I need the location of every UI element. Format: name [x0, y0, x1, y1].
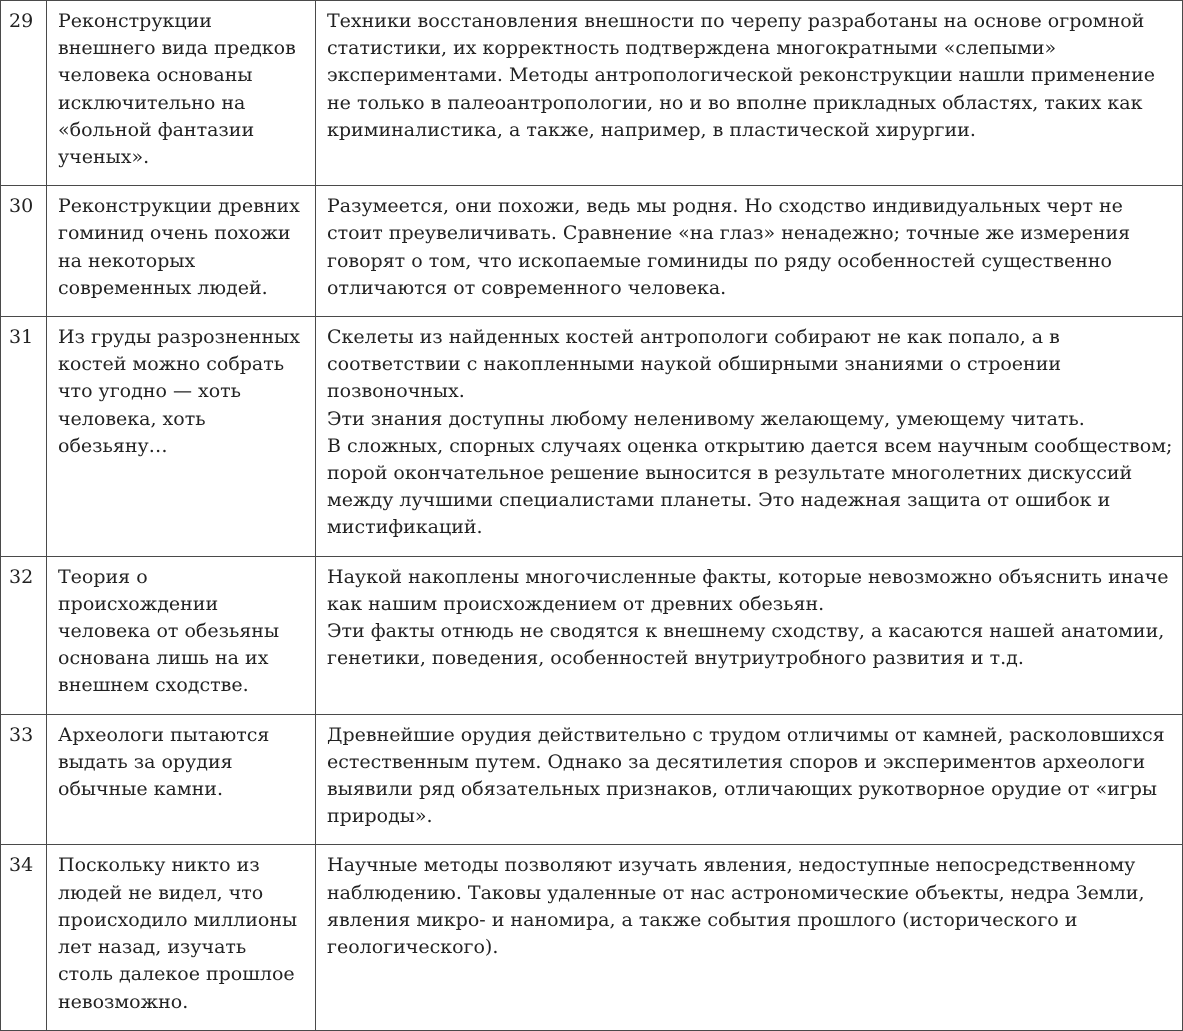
row-number: 32 — [1, 556, 47, 714]
table-row — [1, 1, 1183, 186]
fact-text — [316, 556, 1183, 714]
fact-text — [316, 317, 1183, 557]
table-row — [1, 317, 1183, 557]
fact-paragraph: В сложных, спорных случаях оценка открытию дается всем научным сообществом; порой окончательное решение выносится в результате многолетних дискуссий между лучшими специалистами планеты. Это надежная защита от ошибок и мистификаций. — [327, 434, 1173, 539]
fact-paragraph: Древнейшие орудия действительно с трудом отличимы от камней, расколовшихся естественным путем. Однако за десятилетия споров и экспериментов археологи выявили ряд обязательных признаков, отличающих рукотворное орудие от «игры природы». — [327, 723, 1165, 828]
fact-paragraph: Эти факты отнюдь не сводятся к внешнему сходству, а касаются нашей анатомии, генетики, поведения, особенностей внутриутробного развития и т.д. — [327, 620, 1165, 670]
myth-text: Реконструкции внешнего вида предков человека основаны исключительно на «больной фантазии ученых». — [47, 1, 316, 186]
table-row — [1, 186, 1183, 317]
fact-text — [316, 845, 1183, 1030]
table-row — [1, 556, 1183, 714]
table-row — [1, 714, 1183, 845]
table-row — [1, 845, 1183, 1030]
row-number: 30 — [1, 186, 47, 317]
fact-paragraph: Научные методы позволяют изучать явления, недоступные непосредственному наблюдению. Таковы удаленные от нас астрономические объекты, недра Земли, явления микро- и наномира, а также события прошлого (исторического и геологического). — [327, 854, 1145, 959]
fact-paragraph: Наукой накоплены многочисленные факты, которые невозможно объяснить иначе как нашим происхождением от древних обезьян. — [327, 565, 1169, 615]
myth-text: Реконструкции древних гоминид очень похожи на некоторых современных людей. — [47, 186, 316, 317]
row-number: 29 — [1, 1, 47, 186]
fact-text — [316, 186, 1183, 317]
fact-paragraph: Эти знания доступны любому неленивому желающему, умеющему читать. — [327, 407, 1085, 430]
fact-paragraph: Разумеется, они похожи, ведь мы родня. Но сходство индивидуальных черт не стоит преувеличивать. Сравнение «на глаз» ненадежно; точные же измерения говорят о том, что ископаемые гоминиды по ряду особенностей существенно отличаются от современного человека. — [327, 195, 1131, 299]
fact-paragraph: Техники восстановления внешности по черепу разработаны на основе огромной статистики, их корректность подтверждена многократными «слепыми» экспериментами. Методы антропологической реконструкции нашли применение не только в палеоантропологии, но и во вполне прикладных областях, таких как криминалистика, а также, например, в пластической хирургии. — [327, 10, 1156, 141]
row-number: 34 — [1, 845, 47, 1030]
fact-paragraph: Скелеты из найденных костей антропологи собирают не как попало, а в соответствии с накопленными наукой обширными знаниями о строении позвоночных. — [327, 326, 1062, 403]
myth-text: Археологи пытаются выдать за орудия обычные камни. — [47, 714, 316, 845]
myth-text: Теория о происхождении человека от обезьяны основана лишь на их внешнем сходстве. — [47, 556, 316, 714]
row-number: 33 — [1, 714, 47, 845]
myth-text: Из груды разрозненных костей можно собрать что угодно — хоть человека, хоть обезьяну… — [47, 317, 316, 557]
row-number: 31 — [1, 317, 47, 557]
fact-text — [316, 1, 1183, 186]
fact-text — [316, 714, 1183, 845]
myth-text: Поскольку никто из людей не видел, что происходило миллионы лет назад, изучать столь далекое прошлое невозможно. — [47, 845, 316, 1030]
